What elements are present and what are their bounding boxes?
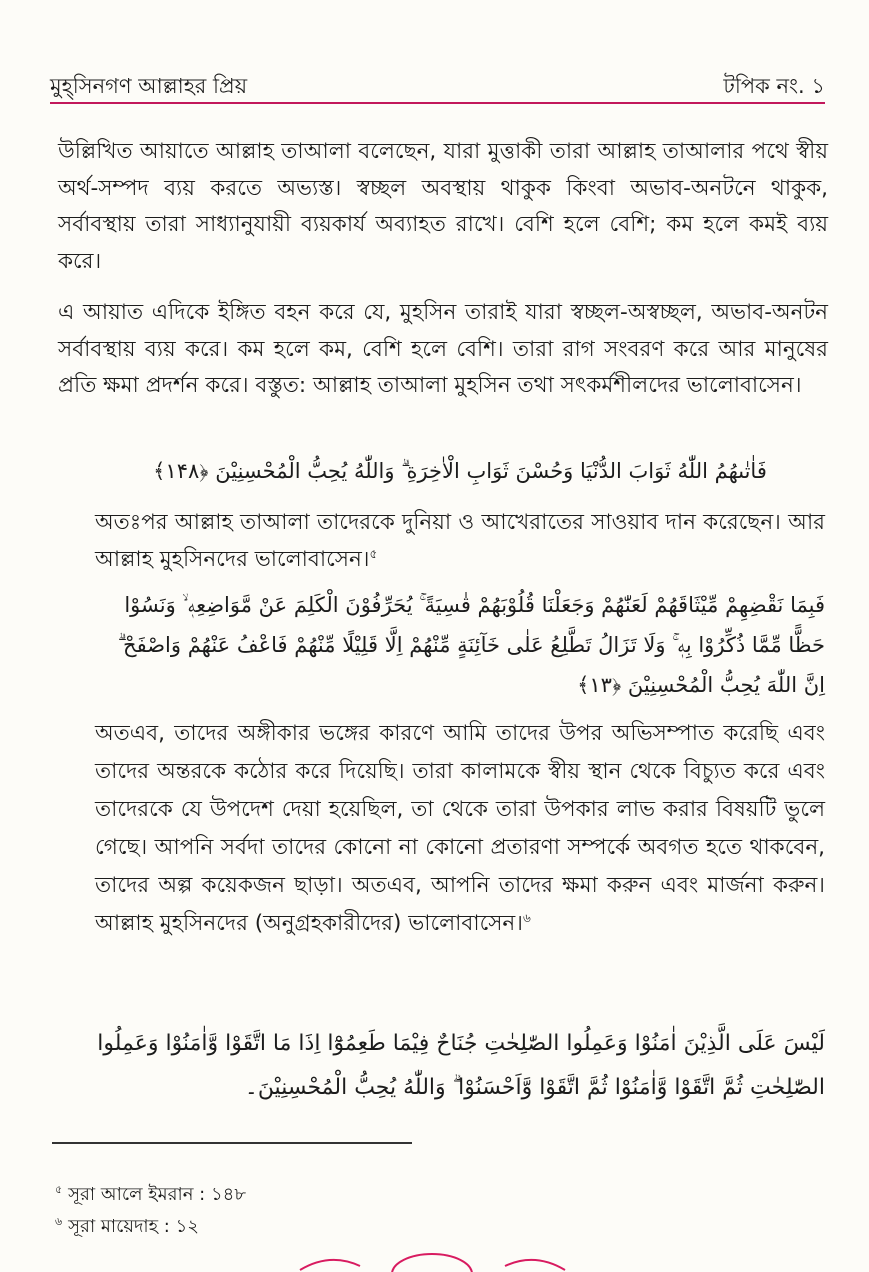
footnote-6-mark: ৬ xyxy=(55,1215,63,1228)
page-ornament xyxy=(0,1248,869,1272)
footnote-ref-6[interactable]: ৬ xyxy=(522,910,531,925)
arabic-verse-1: فَاٰتٰىهُمُ اللّٰهُ ثَوَابَ الدُّنْيَا وَحُسْنَ ثَوَابِ الْاٰخِرَةِ ۗ وَاللّٰهُ يُحِبُّ الْمُحْسِنِيْنَ ﴿۱۴۸﴾ xyxy=(153,459,767,483)
paragraph-3-text: অতঃপর আল্লাহ তাআলা তাদেরকে দুনিয়া ও আখেরাতের সাওয়াব দান করেছেন। আর আল্লাহ মুহসিনদের ভালোবাসেন। xyxy=(95,510,825,572)
footnote-6-text: সূরা মায়েদাহ : ১২ xyxy=(68,1216,199,1237)
paragraph-1: উল্লিখিত আয়াতে আল্লাহ তাআলা বলেছেন, যারা মুত্তাকী তারা আল্লাহ তাআলার পথে স্বীয় অর্থ-সম্পদ ব্যয় করতে অভ্যস্ত। স্বচ্ছল অবস্থায় থাকুক কিংবা অভাব-অনটনে থাকুক, সর্বাবস্থায় তারা সাধ্যানুযায়ী ব্যয়কার্য অব্যাহত রাখে। বেশি হলে বেশি; কম হলে কমই ব্যয় করে। xyxy=(58,139,828,274)
arabic-verse-2: فَبِمَا نَقْضِهِمْ مِّيْثَاقَهُمْ لَعَنّٰهُمْ وَجَعَلْنَا قُلُوْبَهُمْ قٰسِيَةً ۚ يُحَرِّفُوْنَ الْكَلِمَ عَنْ مَّوَاضِعِهٖ ۙ وَنَسُوْا حَظًّا مِّمَّا ذُكِّرُوْا بِهٖ ۚ وَلَا تَزَالُ تَطَّلِعُ عَلٰى خَآئِنَةٍ مِّنْهُمْ اِلَّا قَلِيْلًا مِّنْهُمْ فَاعْفُ عَنْهُمْ وَاصْفَحْ ۗ اِنَّ اللّٰهَ يُحِبُّ الْمُحْسِنِيْنَ ﴿۱۳﴾ xyxy=(117,593,825,697)
paragraph-4-text: অতএব, তাদের অঙ্গীকার ভঙ্গের কারণে আমি তাদের উপর অভিসম্পাত করেছি এবং তাদের অন্তরকে কঠোর করে দিয়েছি। তারা কালামকে স্বীয় স্থান থেকে বিচ্যুত করে এবং তাদেরকে যে উপদেশ দেয়া হয়েছিল, তা থেকে তারা উপকার লাভ করার বিষয়টি ভুলে গেছে। আপনি সর্বদা তাদের কোনো না কোনো প্রতারণা সম্পর্কে অবগত হতে থাকবেন, তাদের অল্প কয়েকজন ছাড়া। অতএব, আপনি তাদের ক্ষমা করুন এবং মার্জনা করুন। আল্লাহ মুহসিনদের (অনুগ্রহকারীদের) ভালোবাসেন। xyxy=(95,721,825,936)
footnote-5-text: সূরা আলে ইমরান : ১৪৮ xyxy=(68,1184,247,1205)
footnote-6 xyxy=(55,1212,199,1243)
ornament-left-curl xyxy=(300,1260,360,1270)
arabic-verse-3: لَيْسَ عَلَى الَّذِيْنَ اٰمَنُوْا وَعَمِلُوا الصّٰلِحٰتِ جُنَاحٌ فِيْمَا طَعِمُوْٓا اِذَا مَا اتَّقَوْا وَّاٰمَنُوْا وَعَمِلُوا الصّٰلِحٰتِ ثُمَّ اتَّقَوْا وَّاٰمَنُوْا ثُمَّ اتَّقَوْا وَّاَحْسَنُوْا ۗ وَاللّٰهُ يُحِبُّ الْمُحْسِنِيْنَ۔ xyxy=(97,1031,825,1100)
footnote-5-mark: ৫ xyxy=(55,1183,63,1196)
ornament-center-oval xyxy=(392,1254,472,1272)
running-header xyxy=(50,60,825,104)
paragraph-2: এ আয়াত এদিকে ইঙ্গিত বহন করে যে, মুহসিন তারাই যারা স্বচ্ছল-অস্বচ্ছল, অভাব-অনটন সর্বাবস্থায় ব্যয় করে। কম হলে কম, বেশি হলে বেশি। তারা রাগ সংবরণ করে আর মানুষের প্রতি ক্ষমা প্রদর্শন করে। বস্তুত: আল্লাহ তাআলা মুহসিন তথা সৎকর্মশীলদের ভালোবাসেন। xyxy=(58,300,828,398)
header-topic-number: টপিক নং. ১ xyxy=(723,74,825,98)
paragraph-3 xyxy=(95,505,825,578)
header-rule xyxy=(50,102,825,104)
header-chapter-title: মুহ্‌সিনগণ আল্লাহর প্রিয় xyxy=(50,74,248,98)
paragraph-4 xyxy=(95,715,825,943)
footnote-5 xyxy=(55,1180,246,1211)
ornament-right-curl xyxy=(505,1260,565,1270)
footnote-ref-5[interactable]: ৫ xyxy=(369,546,378,561)
footnote-rule xyxy=(52,1142,412,1144)
